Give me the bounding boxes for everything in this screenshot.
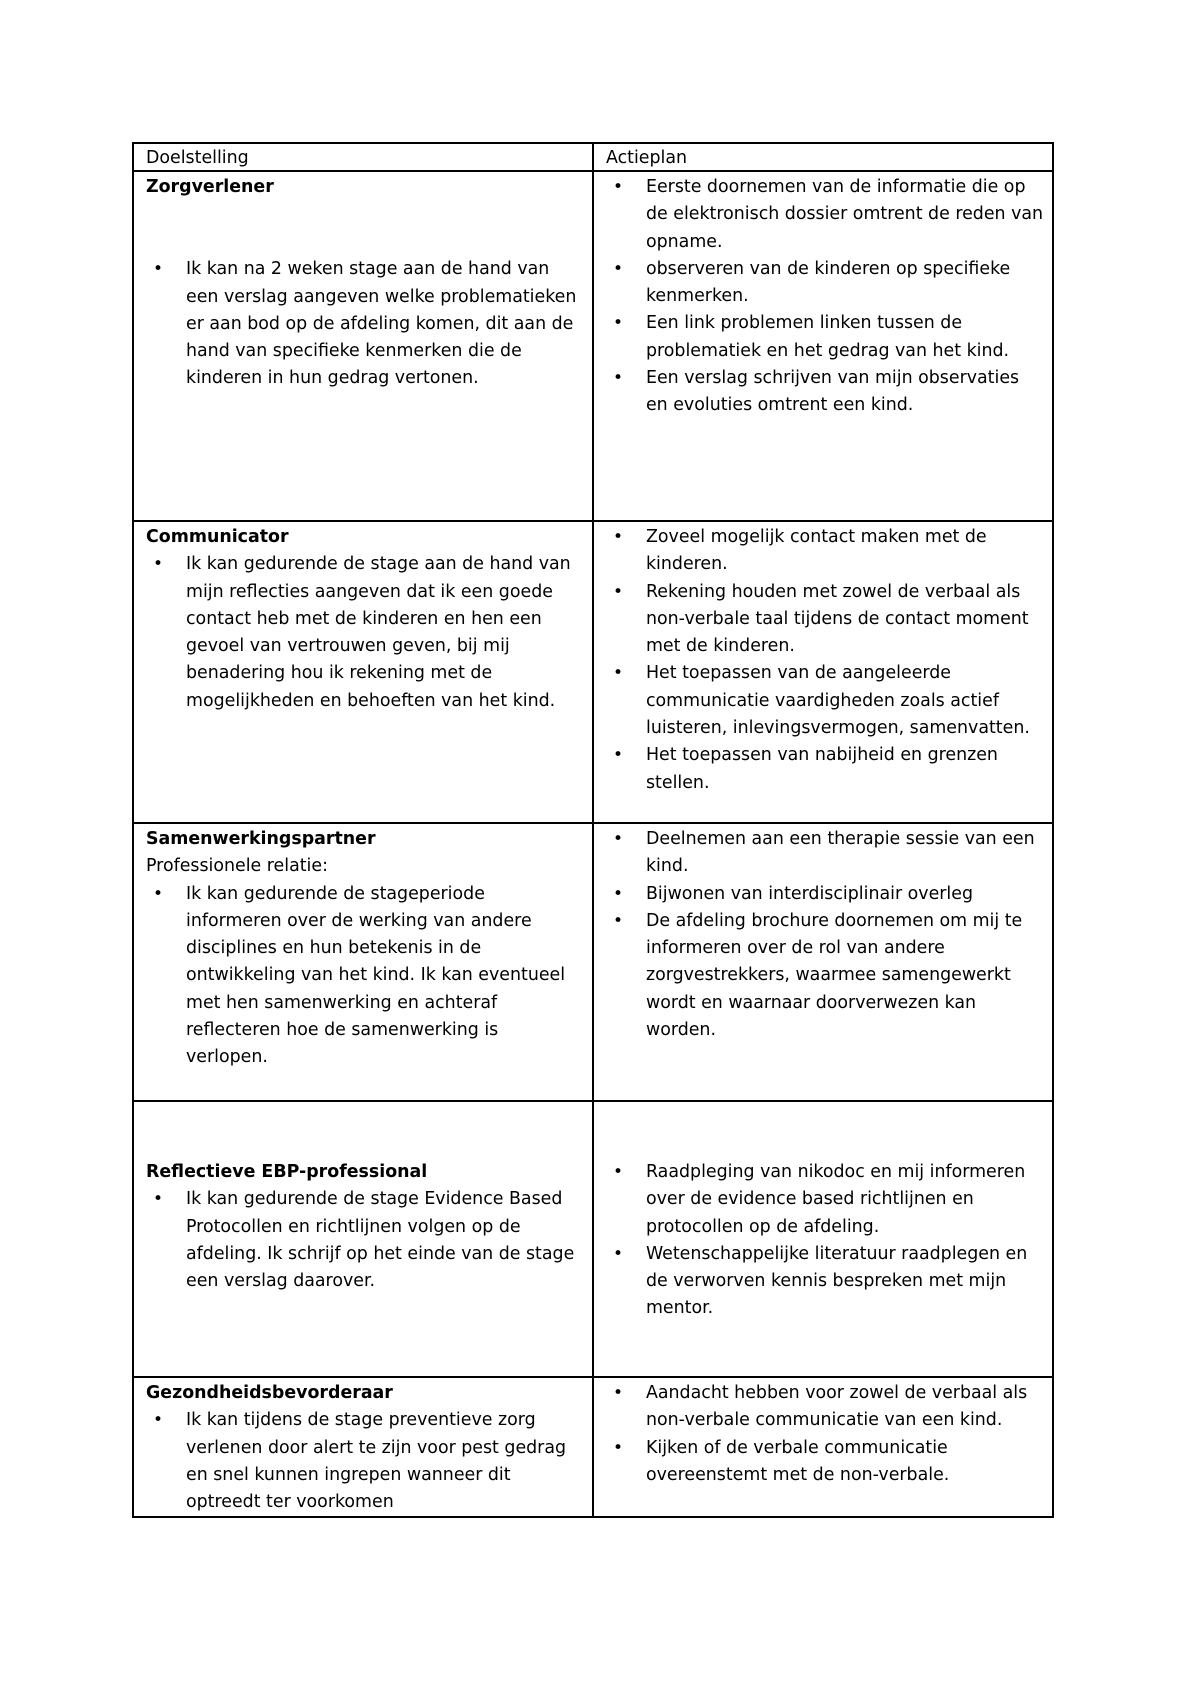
list-item: • Eerste doornemen van de informatie die op de elektronisch dossier omtrent de reden van opname. [646, 174, 1044, 256]
list-item: • Ik kan na 2 weken stage aan de hand van een verslag aangeven welke problematieken er aan bod op de afdeling komen, dit aan de hand van specifieke kenmerken die de kinderen in hun gedrag vertonen. [186, 256, 584, 392]
goal-cell [133, 171, 593, 521]
action-list [606, 174, 1044, 420]
list-item: • Deelnemen aan een therapie sessie van een kind. [646, 826, 1044, 881]
goal-cell [133, 521, 593, 823]
goal-list [146, 551, 584, 715]
table-row [133, 1377, 1053, 1517]
list-item: • Raadpleging van nikodoc en mij informeren over de evidence based richtlijnen en protocollen op de afdeling. [646, 1159, 1044, 1241]
action-cell [593, 521, 1053, 823]
list-item: • Het toepassen van de aangeleerde communicatie vaardigheden zoals actief luisteren, inlevingsvermogen, samenvatten. [646, 660, 1044, 742]
list-item: • Het toepassen van nabijheid en grenzen stellen. [646, 742, 1044, 797]
list-item: • Een link problemen linken tussen de problematiek en het gedrag van het kind. [646, 310, 1044, 365]
list-item: • Ik kan tijdens de stage preventieve zorg verlenen door alert te zijn voor pest gedrag en snel kunnen ingrepen wanneer dit optreedt ter voorkomen [186, 1407, 584, 1516]
role-title: Communicator [146, 527, 289, 547]
list-item: • Kijken of de verbale communicatie overeenstemt met de non-verbale. [646, 1435, 1044, 1490]
action-cell [593, 823, 1053, 1101]
header-actieplan: Actieplan [593, 143, 1053, 171]
goal-cell [133, 1377, 593, 1517]
goal-list [146, 1407, 584, 1516]
goal-cell [133, 1101, 593, 1377]
table-header-row [133, 143, 1053, 171]
role-subtitle: Professionele relatie: [146, 856, 328, 877]
table-row [133, 171, 1053, 521]
list-item: • Wetenschappelijke literatuur raadplegen en de verworven kennis bespreken met mijn mentor. [646, 1241, 1044, 1323]
goal-list [146, 881, 584, 1072]
list-item: • Ik kan gedurende de stageperiode informeren over de werking van andere disciplines en hun betekenis in de ontwikkeling van het kind. Ik kan eventueel met hen samenwerking en achteraf reflecteren hoe de samenwerking is verlopen. [186, 881, 584, 1072]
role-title: Reflectieve EBP-professional [146, 1162, 428, 1182]
header-doelstelling: Doelstelling [133, 143, 593, 171]
table-row [133, 521, 1053, 823]
table-row [133, 1101, 1053, 1377]
goals-action-table [132, 142, 1054, 1518]
list-item: • Ik kan gedurende de stage Evidence Based Protocollen en richtlijnen volgen op de afdeling. Ik schrijf op het einde van de stage een verslag daarover. [186, 1186, 584, 1295]
list-item: • De afdeling brochure doornemen om mij te informeren over de rol van andere zorgvestrekkers, waarmee samengewerkt wordt en waarnaar doorverwezen kan worden. [646, 908, 1044, 1044]
action-list [606, 826, 1044, 1044]
list-item: • Aandacht hebben voor zowel de verbaal als non-verbale communicatie van een kind. [646, 1380, 1044, 1435]
role-title: Zorgverlener [146, 177, 274, 197]
action-list [606, 1380, 1044, 1489]
table-row [133, 823, 1053, 1101]
list-item: • Zoveel mogelijk contact maken met de kinderen. [646, 524, 1044, 579]
action-cell [593, 1377, 1053, 1517]
role-title: Samenwerkingspartner [146, 829, 376, 849]
action-cell [593, 171, 1053, 521]
goal-list [146, 1186, 584, 1295]
list-item: • Rekening houden met zowel de verbaal als non-verbale taal tijdens de contact moment met de kinderen. [646, 579, 1044, 661]
list-item: • observeren van de kinderen op specifieke kenmerken. [646, 256, 1044, 311]
goal-cell [133, 823, 593, 1101]
action-list [606, 524, 1044, 797]
role-title: Gezondheidsbevorderaar [146, 1383, 393, 1403]
list-item: • Ik kan gedurende de stage aan de hand van mijn reflecties aangeven dat ik een goede contact heb met de kinderen en hen een gevoel van vertrouwen geven, bij mij benadering hou ik rekening met de mogelijkheden en behoeften van het kind. [186, 551, 584, 715]
action-cell [593, 1101, 1053, 1377]
list-item: • Bijwonen van interdisciplinair overleg [646, 881, 1044, 908]
goal-list [146, 256, 584, 392]
list-item: • Een verslag schrijven van mijn observaties en evoluties omtrent een kind. [646, 365, 1044, 420]
action-list [606, 1159, 1044, 1323]
